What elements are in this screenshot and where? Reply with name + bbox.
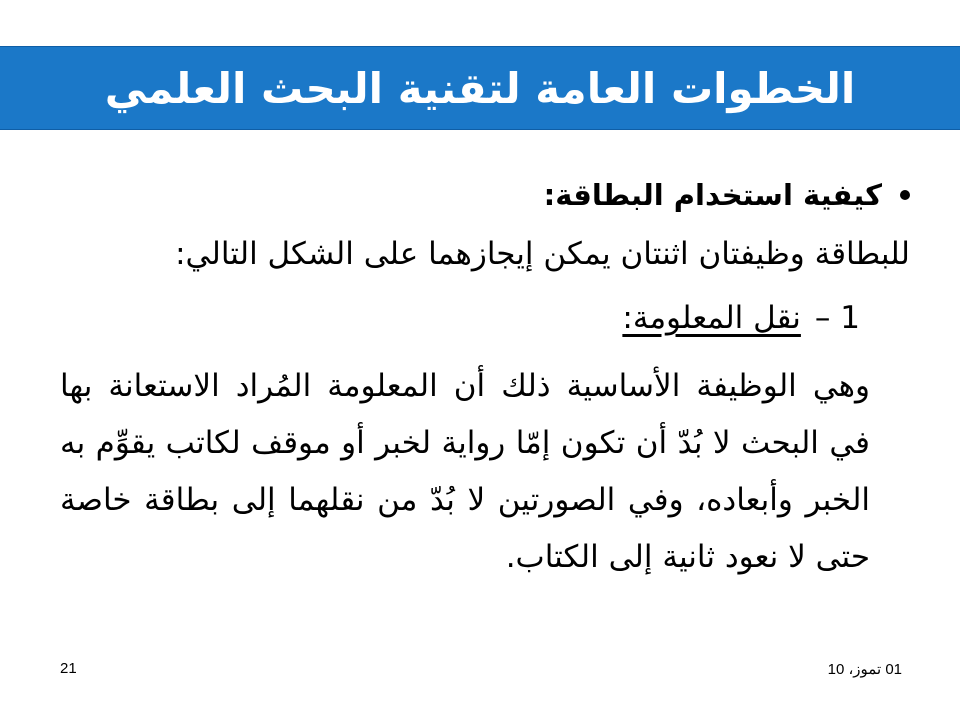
title-bar <box>0 46 960 130</box>
item-heading: نقل المعلومة: <box>622 300 801 336</box>
slide-date: 01 تموز، 10 <box>827 661 902 678</box>
item-number: 1 – <box>814 300 860 336</box>
slide-title: الخطوات العامة لتقنية البحث العلمي <box>104 63 856 113</box>
bullet-heading-row <box>60 170 910 220</box>
intro-line: للبطاقة وظيفتان اثنتان يمكن إيجازهما على الشكل التالي: <box>175 236 910 272</box>
page-number: 21 <box>60 660 77 677</box>
numbered-item-row <box>200 300 860 350</box>
body-paragraph: وهي الوظيفة الأساسية ذلك أن المعلومة المُراد الاستعانة بها في البحث لا بُدّ أن تكون إمّا رواية لخبر أو موقف لكاتب يقوِّم به الخبر وأبعاده، وفي الصورتين لا بُدّ من نقلهما إلى بطاقة خاصة حتى لا نعود ثانية إلى الكتاب. <box>60 368 870 575</box>
bullet-icon <box>900 190 910 200</box>
bullet-heading: كيفية استخدام البطاقة: <box>543 178 882 212</box>
